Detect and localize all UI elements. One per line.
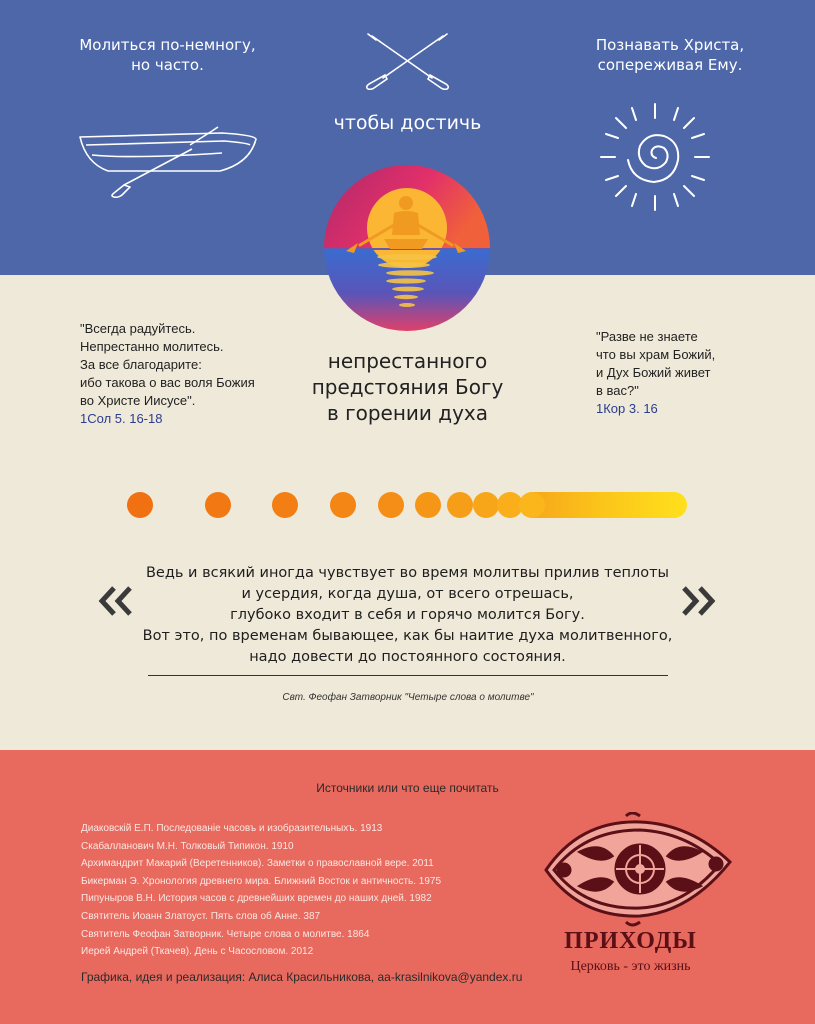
crossed-oars-icon bbox=[360, 30, 455, 90]
dot bbox=[415, 492, 441, 518]
source-item: Святитель Феофан Затворник. Четыре слова о молитве. 1864 bbox=[81, 928, 370, 940]
pray-often-text: Молиться по-немногу, но часто. bbox=[79, 36, 256, 74]
boat-icon bbox=[72, 125, 262, 200]
source-item: Святитель Иоанн Златоуст. Пять слов об Анне. 387 bbox=[81, 910, 321, 922]
verse-reference: 1Кор 3. 16 bbox=[596, 401, 658, 416]
rower-sunset-emblem bbox=[324, 165, 490, 331]
dot bbox=[473, 492, 499, 518]
credits: Графика, идея и реализация: Алиса Красильникова, aa-krasilnikova@yandex.ru bbox=[81, 970, 523, 984]
dot bbox=[127, 492, 153, 518]
dot bbox=[519, 492, 545, 518]
source-item: Архимандрит Макарий (Веретенников). Заметки о православной вере. 2011 bbox=[81, 858, 434, 870]
dot-progression bbox=[120, 485, 695, 525]
dot bbox=[272, 492, 298, 518]
source-item: Бикерман Э. Хронология древнего мира. Ближний Восток и античность. 1975 bbox=[81, 875, 442, 887]
quote-divider bbox=[148, 675, 668, 676]
sun-icon bbox=[598, 100, 713, 215]
source-item: Скабалланович М.Н. Толковый Типикон. 1910 bbox=[81, 840, 294, 852]
goal-text: чтобы достичь bbox=[333, 112, 482, 134]
brand-tagline: Церковь - это жизнь bbox=[570, 959, 691, 974]
dot bbox=[330, 492, 356, 518]
center-title: непрестанного предстояния Богу в горении духа bbox=[311, 349, 504, 425]
verse-corinthians: "Разве не знаете что вы храм Божий, и Дух Божий живет в вас?" 1Кор 3. 16 bbox=[596, 328, 776, 418]
source-item: Иерей Андрей (Ткачев). День с Часословом. 2012 bbox=[81, 946, 314, 958]
source-item: Диаковскiй Е.П. Последованiе часовъ и изобразительныхъ. 1913 bbox=[81, 823, 383, 834]
glow-bar bbox=[520, 492, 687, 518]
quote-source: Свт. Феофан Затворник "Четыре слова о молитве" bbox=[282, 692, 534, 703]
feofan-quote: Ведь и всякий иногда чувствует во время молитвы прилив теплоты и усердия, когда душа, от всего отрешась, глубоко входит в себя и горячо молится Богу. Вот это, по временам бывающее, как бы наитие духа молитвенного, надо довести до постоянного состояния. bbox=[142, 565, 673, 665]
left-guillemet-icon bbox=[98, 585, 134, 617]
verse-thessalonians: "Всегда радуйтесь. Непрестанно молитесь. За все благодарите: ибо такова о вас воля Божия во Христе Иисусе". 1Сол 5. 16-18 bbox=[80, 320, 310, 428]
sources-list bbox=[81, 820, 441, 961]
verse-reference: 1Сол 5. 16-18 bbox=[80, 411, 163, 426]
know-christ-text: Познавать Христа, сопереживая Ему. bbox=[595, 36, 745, 74]
ornament-logo-icon bbox=[540, 812, 738, 927]
dot bbox=[447, 492, 473, 518]
dot bbox=[378, 492, 404, 518]
sources-title: Источники или что еще почитать bbox=[316, 781, 499, 795]
brand-name: ПРИХОДЫ bbox=[564, 928, 697, 954]
right-guillemet-icon bbox=[680, 585, 716, 617]
source-item: Пипуныров В.Н. История часов с древнейших времен до наших дней. 1982 bbox=[81, 893, 432, 905]
dot bbox=[205, 492, 231, 518]
